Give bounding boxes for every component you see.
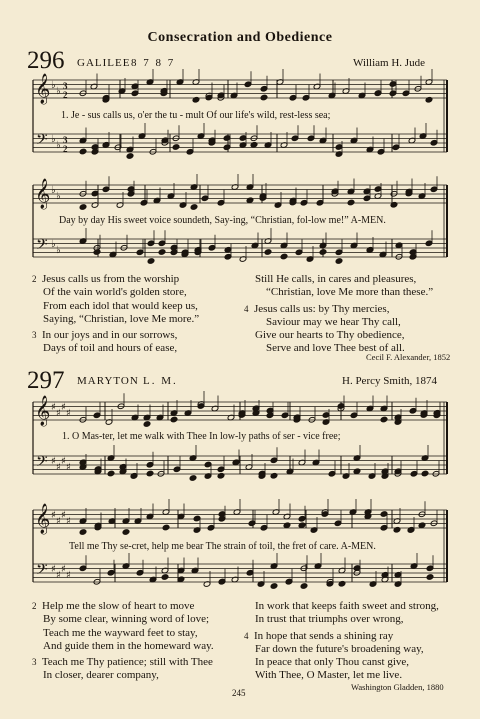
- note-head: [353, 468, 361, 475]
- sharp-icon: ♯: [56, 408, 61, 419]
- flat-icon: ♭: [51, 239, 56, 250]
- verse-line: In trust that triumphs over wrong,: [255, 613, 404, 626]
- sharp-icon: ♯: [56, 462, 61, 473]
- verse-line: And guide them in the homeward way.: [43, 639, 214, 652]
- note-head: [393, 526, 401, 533]
- note-head: [147, 258, 155, 265]
- note-head: [170, 416, 178, 423]
- note-head: [270, 472, 278, 479]
- lyric-line: 1. Je - sus calls us, o'er the tu - mult Of our life's wild, rest-less sea;: [61, 110, 331, 121]
- author-attribution: Cecil F. Alexander, 1852: [366, 352, 451, 362]
- verse-line: Far down the future's broadening way,: [255, 642, 424, 655]
- note-head: [264, 249, 272, 256]
- flat-icon: ♭: [51, 80, 56, 91]
- verse-line: Give our hearts to Thy obedience,: [255, 329, 405, 342]
- flat-icon: ♭: [56, 191, 61, 202]
- hymn-number: 297: [27, 367, 65, 394]
- note-head: [270, 583, 278, 590]
- verse-line: “Christian, love Me more than these.”: [266, 286, 434, 299]
- note-head: [347, 199, 355, 206]
- tune-name: MARYTON: [77, 375, 139, 387]
- note-head: [300, 583, 308, 590]
- note-head: [390, 201, 398, 208]
- verse-line: In work that keeps faith sweet and strong,: [255, 600, 439, 612]
- sharp-icon: ♯: [51, 456, 56, 467]
- author-attribution: Washington Gladden, 1880: [351, 682, 444, 692]
- verse-block-right: [244, 273, 433, 356]
- note-head: [217, 472, 225, 479]
- note-head: [79, 148, 87, 155]
- note-head: [338, 580, 346, 587]
- note-head: [246, 197, 254, 204]
- note-head: [285, 578, 293, 585]
- meter: L. M.: [143, 375, 178, 387]
- treble-clef-icon: 𝄞: [35, 179, 51, 209]
- verse-line: Teach me the wayward feet to stay,: [43, 626, 198, 639]
- verse-line: Days of toil and hours of ease,: [43, 342, 178, 355]
- flat-icon: ♭: [56, 140, 61, 151]
- verse-line: Saviour may we hear Thy call,: [266, 315, 401, 328]
- sharp-icon: ♯: [61, 456, 66, 467]
- sharp-icon: ♯: [51, 564, 56, 575]
- note-head: [283, 522, 291, 529]
- note-head: [319, 249, 327, 256]
- verse-4: 4 Jesus calls us: by Thy mercies,: [244, 302, 390, 315]
- verse-line: Saying, “Christian, love Me more.”: [43, 312, 200, 325]
- sharp-icon: ♯: [61, 564, 66, 575]
- time-signature: 3: [63, 135, 68, 145]
- verse-3: 3 In our joys and in our sorrows,: [32, 329, 178, 342]
- note-head: [425, 96, 433, 103]
- verse-line: Still He calls, in cares and pleasures,: [255, 273, 417, 285]
- tune-name: GALILEE: [77, 57, 131, 69]
- note-head: [146, 470, 154, 477]
- verse-2: 2 Jesus calls us from the worship: [32, 273, 180, 285]
- hymn-number: 296: [27, 47, 65, 74]
- note-head: [189, 475, 197, 482]
- sharp-icon: ♯: [56, 570, 61, 581]
- note-head: [122, 529, 130, 536]
- note-head: [79, 204, 87, 211]
- note-head: [250, 141, 258, 148]
- time-signature: 3: [63, 81, 68, 91]
- treble-clef-icon: 𝄞: [35, 396, 51, 426]
- verse-3: 3 Teach me Thy patience; still with Thee: [32, 656, 213, 669]
- bass-clef-icon: 𝄢: [36, 453, 48, 474]
- note-head: [158, 249, 166, 256]
- note-head: [102, 141, 110, 148]
- bass-clef-icon: 𝄢: [36, 561, 48, 582]
- note-head: [260, 94, 268, 101]
- sharp-icon: ♯: [61, 510, 66, 521]
- flat-icon: ♭: [51, 185, 56, 196]
- page-number: 245: [232, 688, 246, 698]
- lyric-line: Tell me Thy se-cret, help me bear The strain of toil, the fret of care. A-MEN.: [69, 541, 376, 552]
- note-head: [162, 524, 170, 531]
- sharp-icon: ♯: [61, 402, 66, 413]
- note-head: [218, 578, 226, 585]
- note-head: [426, 574, 434, 581]
- bass-clef-icon: 𝄢: [36, 236, 48, 257]
- sharp-icon: ♯: [66, 570, 71, 581]
- note-head: [374, 90, 382, 97]
- sharp-icon: ♯: [66, 408, 71, 419]
- verse-block-left: [32, 600, 214, 683]
- note-head: [126, 153, 134, 160]
- verse-line: Of the vain world's golden store,: [43, 286, 187, 299]
- bass-clef-icon: 𝄢: [36, 131, 48, 152]
- note-head: [366, 246, 374, 253]
- time-signature: 2: [63, 144, 68, 154]
- section-title: Consecration and Obedience: [147, 30, 333, 45]
- sharp-icon: ♯: [56, 516, 61, 527]
- treble-clef-icon: 𝄞: [35, 74, 51, 104]
- note-head: [418, 522, 426, 529]
- flat-icon: ♭: [51, 134, 56, 145]
- note-head: [232, 459, 240, 466]
- verse-4: 4 In hope that sends a shining ray: [244, 629, 394, 642]
- note-head: [79, 529, 87, 536]
- sharp-icon: ♯: [51, 510, 56, 521]
- lyric-line: Day by day His sweet voice soundeth, Say-ing, “Christian, fol-low me!” A-MEN.: [59, 215, 386, 226]
- verse-line: Serve and love Thee best of all.: [266, 342, 405, 355]
- note-head: [172, 144, 180, 151]
- meter: 8 7 8 7: [131, 57, 176, 69]
- note-head: [380, 416, 388, 423]
- flat-icon: ♭: [56, 86, 61, 97]
- verse-block-left: [32, 273, 199, 356]
- verse-line: From each idol that would keep us,: [43, 299, 198, 312]
- verse-2: 2 Help me the slow of heart to move: [32, 600, 195, 612]
- verse-block-right: [244, 600, 439, 683]
- verse-line: By some clear, winning word of love;: [43, 613, 210, 626]
- note-head: [190, 204, 198, 211]
- note-head: [130, 472, 138, 479]
- note-head: [280, 253, 288, 260]
- note-head: [298, 522, 306, 529]
- composer: H. Percy Smith, 1874: [342, 375, 438, 387]
- treble-clef-icon: 𝄞: [35, 504, 51, 534]
- sharp-icon: ♯: [66, 462, 71, 473]
- note-head: [407, 526, 415, 533]
- sharp-icon: ♯: [51, 402, 56, 413]
- note-head: [143, 421, 151, 428]
- note-head: [107, 470, 115, 477]
- time-signature: 2: [63, 90, 68, 100]
- lyric-line: 1. O Mas-ter, let me walk with Thee In low-ly paths of ser - vice free;: [62, 431, 341, 442]
- note-head: [161, 574, 169, 581]
- note-head: [192, 96, 200, 103]
- verse-line: In peace that only Thou canst give,: [255, 656, 410, 669]
- verse-line: With Thee, O Master, let me live.: [255, 669, 403, 682]
- composer: William H. Jude: [353, 57, 425, 69]
- flat-icon: ♭: [56, 245, 61, 256]
- sharp-icon: ♯: [66, 516, 71, 527]
- note-head: [421, 470, 429, 477]
- note-head: [335, 258, 343, 265]
- verse-line: In closer, dearer company,: [43, 669, 159, 682]
